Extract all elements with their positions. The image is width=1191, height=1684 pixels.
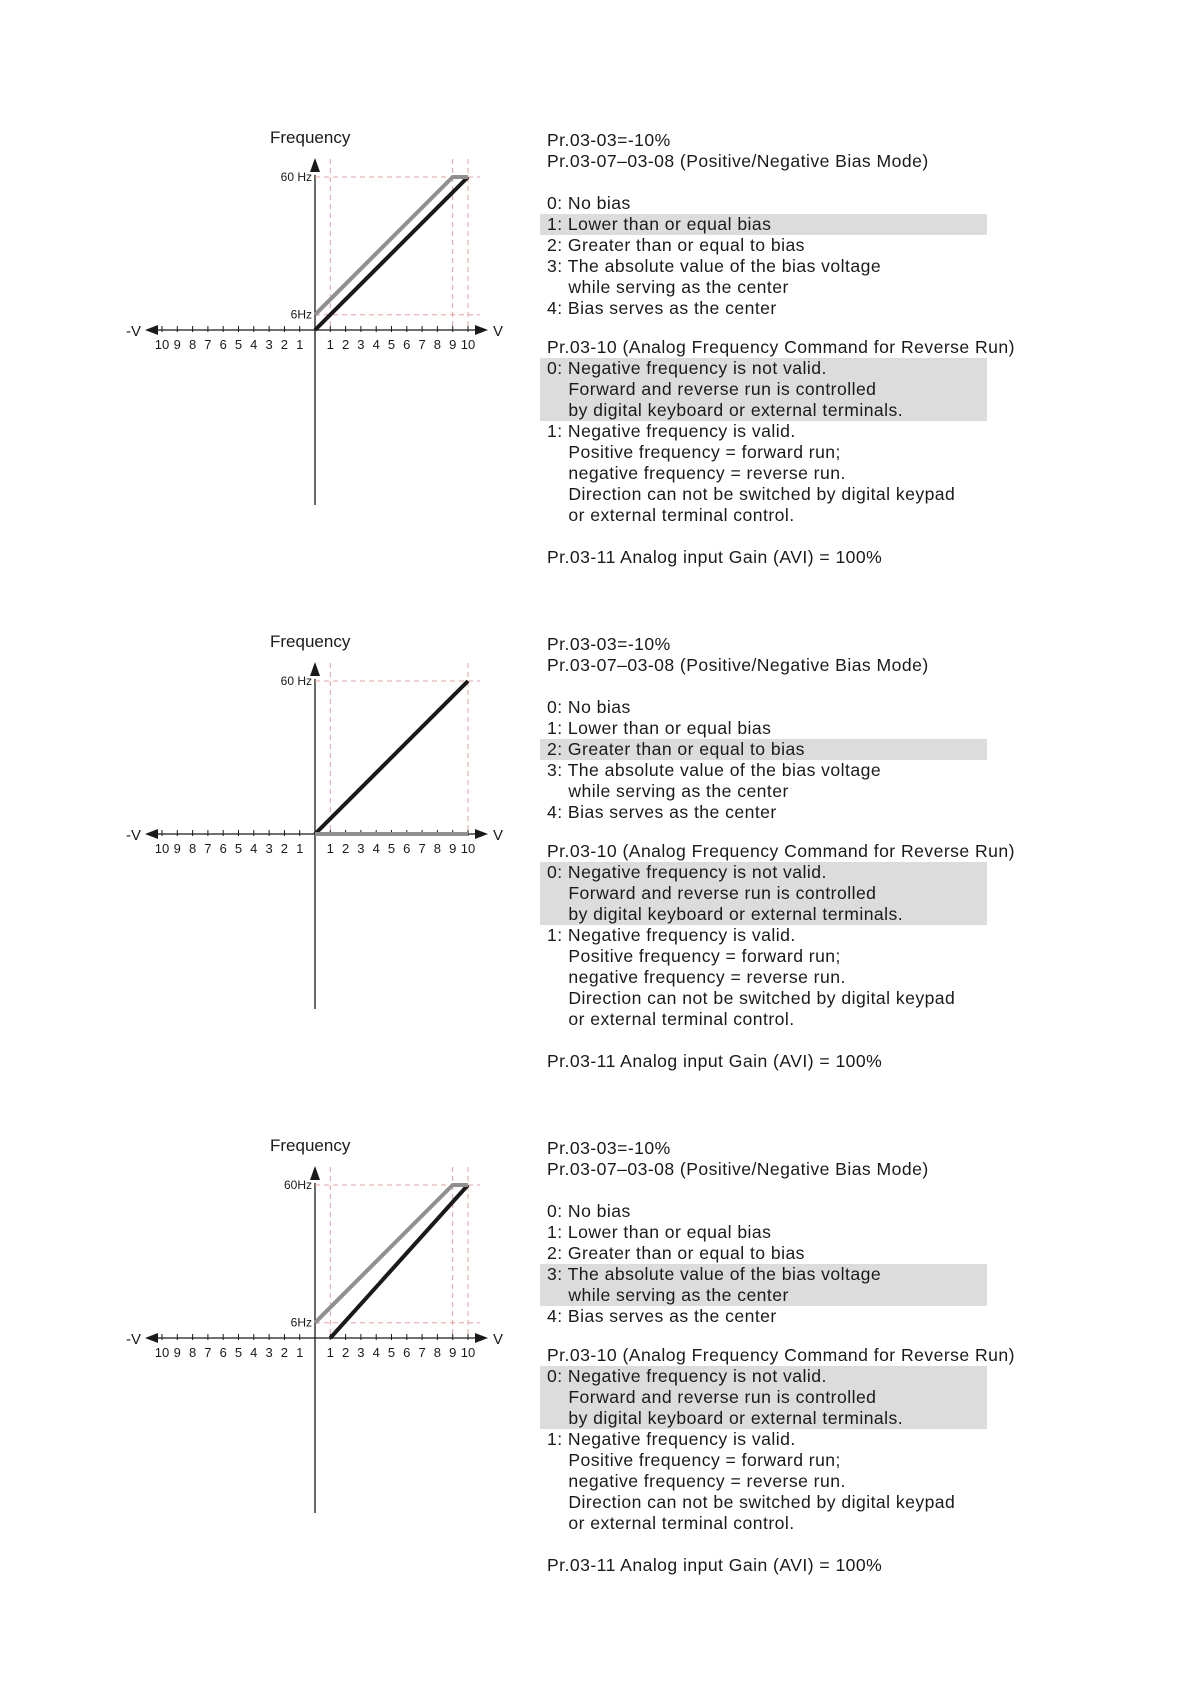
x-tick-label-pos-2: 2 xyxy=(341,1345,350,1360)
x-tick-label-neg-9: 9 xyxy=(173,337,181,352)
panel-2 xyxy=(0,634,1191,1134)
text-column-1 xyxy=(547,130,1077,568)
reverse-option-1: 1: Negative frequency is valid. Positive frequency = forward run; negative frequency = reverse run. Direction can not be switched by digital keypad or external terminal control. xyxy=(547,421,956,525)
bias-option-0: 0: No bias xyxy=(547,1201,631,1221)
x-tick-label-neg-2: 2 xyxy=(280,337,289,352)
gain-text: Pr.03-11 Analog input Gain (AVI) = 100% xyxy=(547,547,883,567)
x-tick-label-pos-3: 3 xyxy=(357,841,365,856)
x-tick-label-pos-5: 5 xyxy=(387,337,396,352)
reverse-title: Pr.03-10 (Analog Frequency Command for Reverse Run) xyxy=(547,337,1015,357)
x-tick-label-neg-8: 8 xyxy=(188,337,197,352)
chart-3 xyxy=(126,1136,550,1558)
bias-option-2: 2: Greater than or equal to bias xyxy=(547,1243,805,1263)
x-tick-label-neg-10: 10 xyxy=(154,841,170,856)
bias-option-3: 3: The absolute value of the bias voltage while serving as the center xyxy=(547,760,882,801)
x-tick-label-neg-4: 4 xyxy=(250,1345,258,1360)
x-tick-label-neg-5: 5 xyxy=(234,337,243,352)
x-tick-label-neg-5: 5 xyxy=(234,1345,243,1360)
y-axis-label: Frequency xyxy=(270,1136,351,1155)
x-tick-label-pos-3: 3 xyxy=(357,1345,365,1360)
series-gray-line xyxy=(315,1185,468,1323)
x-tick-label-neg-1: 1 xyxy=(296,841,304,856)
panel-3 xyxy=(0,1138,1191,1638)
gain-text: Pr.03-11 Analog input Gain (AVI) = 100% xyxy=(547,1051,883,1071)
x-tick-label-pos-6: 6 xyxy=(403,337,411,352)
bias-option-3: 3: The absolute value of the bias voltage while serving as the center xyxy=(547,256,882,297)
y-axis-label: Frequency xyxy=(270,632,351,651)
x-tick-label-neg-2: 2 xyxy=(280,1345,289,1360)
bias-option-3: 3: The absolute value of the bias voltage while serving as the center xyxy=(540,1264,987,1306)
bias-option-4: 4: Bias serves as the center xyxy=(547,298,777,318)
text-column-2 xyxy=(547,634,1077,1072)
x-axis-label: V xyxy=(493,827,504,844)
x-tick-label-neg-5: 5 xyxy=(234,841,243,856)
x-tick-label-pos-9: 9 xyxy=(449,841,457,856)
x-tick-label-neg-3: 3 xyxy=(265,1345,273,1360)
reverse-option-1: 1: Negative frequency is valid. Positive frequency = forward run; negative frequency = reverse run. Direction can not be switched by digital keypad or external terminal control. xyxy=(547,1429,956,1533)
bias-option-2: 2: Greater than or equal to bias xyxy=(547,235,805,255)
reverse-title: Pr.03-10 (Analog Frequency Command for Reverse Run) xyxy=(547,841,1015,861)
bias-option-4: 4: Bias serves as the center xyxy=(547,1306,777,1326)
y-label-1: 6Hz xyxy=(290,307,312,322)
x-tick-label-neg-10: 10 xyxy=(154,1345,170,1360)
x-tick-label-pos-1: 1 xyxy=(326,841,334,856)
x-tick-label-neg-4: 4 xyxy=(250,337,258,352)
x-axis-arrow-right xyxy=(475,325,488,335)
x-tick-label-pos-1: 1 xyxy=(326,1345,334,1360)
bias-option-0: 0: No bias xyxy=(547,193,631,213)
bias-mode-title: Pr.03-07–03-08 (Positive/Negative Bias Mode) xyxy=(547,655,929,675)
x-tick-label-neg-9: 9 xyxy=(173,841,181,856)
x-tick-label-pos-8: 8 xyxy=(433,841,442,856)
x-tick-label-pos-9: 9 xyxy=(449,337,457,352)
x-tick-label-neg-8: 8 xyxy=(188,1345,197,1360)
x-axis-label: V xyxy=(493,323,504,340)
chart-2 xyxy=(126,632,550,1054)
x-tick-label-pos-5: 5 xyxy=(387,1345,396,1360)
x-tick-label-neg-1: 1 xyxy=(296,337,304,352)
x-tick-label-neg-6: 6 xyxy=(219,337,227,352)
x-tick-label-neg-2: 2 xyxy=(280,841,289,856)
y-label-1: 6Hz xyxy=(290,1315,312,1330)
x-tick-label-neg-3: 3 xyxy=(265,337,273,352)
reverse-option-0: 0: Negative frequency is not valid. Forward and reverse run is controlled by digital keyboard or external terminals. xyxy=(540,862,987,925)
series-black-line xyxy=(330,1185,468,1338)
x-tick-label-neg-7: 7 xyxy=(204,1345,212,1360)
x-tick-label-pos-4: 4 xyxy=(372,1345,380,1360)
reverse-option-0: 0: Negative frequency is not valid. Forward and reverse run is controlled by digital keyboard or external terminals. xyxy=(540,358,987,421)
bias-option-4: 4: Bias serves as the center xyxy=(547,802,777,822)
x-tick-label-neg-4: 4 xyxy=(250,841,258,856)
x-tick-label-neg-1: 1 xyxy=(296,1345,304,1360)
x-tick-label-neg-3: 3 xyxy=(265,841,273,856)
x-tick-label-neg-10: 10 xyxy=(154,337,170,352)
bias-value: Pr.03-03=-10% xyxy=(547,634,671,654)
reverse-title: Pr.03-10 (Analog Frequency Command for Reverse Run) xyxy=(547,1345,1015,1365)
x-tick-label-neg-9: 9 xyxy=(173,1345,181,1360)
panel-1 xyxy=(0,130,1191,630)
series-black-line xyxy=(315,681,468,834)
x-tick-label-pos-8: 8 xyxy=(433,337,442,352)
y-label-0: 60Hz xyxy=(283,1178,312,1192)
y-axis-label: Frequency xyxy=(270,128,351,147)
x-tick-label-pos-2: 2 xyxy=(341,337,350,352)
reverse-option-1: 1: Negative frequency is valid. Positive frequency = forward run; negative frequency = reverse run. Direction can not be switched by digital keypad or external terminal control. xyxy=(547,925,956,1029)
y-label-0: 60 Hz xyxy=(280,170,312,184)
bias-option-1: 1: Lower than or equal bias xyxy=(547,718,772,738)
bias-option-2: 2: Greater than or equal to bias xyxy=(540,739,987,760)
chart-1 xyxy=(126,128,550,550)
x-axis-label-negative: -V xyxy=(126,323,141,340)
x-axis-arrow-left xyxy=(145,829,158,839)
x-tick-label-pos-4: 4 xyxy=(372,841,380,856)
gain-text: Pr.03-11 Analog input Gain (AVI) = 100% xyxy=(547,1555,883,1575)
x-tick-label-pos-10: 10 xyxy=(460,1345,476,1360)
x-axis-arrow-right xyxy=(475,829,488,839)
bias-value: Pr.03-03=-10% xyxy=(547,130,671,150)
x-tick-label-neg-6: 6 xyxy=(219,841,227,856)
bias-option-1: 1: Lower than or equal bias xyxy=(547,1222,772,1242)
x-axis-arrow-left xyxy=(145,325,158,335)
x-tick-label-pos-10: 10 xyxy=(460,841,476,856)
x-tick-label-pos-7: 7 xyxy=(418,337,426,352)
x-tick-label-neg-6: 6 xyxy=(219,1345,227,1360)
x-tick-label-pos-2: 2 xyxy=(341,841,350,856)
bias-mode-title: Pr.03-07–03-08 (Positive/Negative Bias Mode) xyxy=(547,1159,929,1179)
y-label-0: 60 Hz xyxy=(280,674,312,688)
x-tick-label-pos-5: 5 xyxy=(387,841,396,856)
x-axis-label-negative: -V xyxy=(126,827,141,844)
x-tick-label-pos-7: 7 xyxy=(418,841,426,856)
bias-mode-title: Pr.03-07–03-08 (Positive/Negative Bias Mode) xyxy=(547,151,929,171)
reverse-option-0: 0: Negative frequency is not valid. Forward and reverse run is controlled by digital keyboard or external terminals. xyxy=(540,1366,987,1429)
x-tick-label-pos-4: 4 xyxy=(372,337,380,352)
bias-option-1: 1: Lower than or equal bias xyxy=(540,214,987,235)
x-axis-label-negative: -V xyxy=(126,1331,141,1348)
x-tick-label-pos-10: 10 xyxy=(460,337,476,352)
x-tick-label-pos-8: 8 xyxy=(433,1345,442,1360)
x-axis-arrow-left xyxy=(145,1333,158,1343)
text-column-3 xyxy=(547,1138,1077,1576)
x-tick-label-neg-7: 7 xyxy=(204,841,212,856)
x-axis-arrow-right xyxy=(475,1333,488,1343)
x-tick-label-pos-6: 6 xyxy=(403,841,411,856)
bias-value: Pr.03-03=-10% xyxy=(547,1138,671,1158)
series-black-line xyxy=(315,177,468,330)
x-tick-label-pos-1: 1 xyxy=(326,337,334,352)
x-tick-label-neg-7: 7 xyxy=(204,337,212,352)
x-tick-label-neg-8: 8 xyxy=(188,841,197,856)
x-tick-label-pos-3: 3 xyxy=(357,337,365,352)
bias-option-0: 0: No bias xyxy=(547,697,631,717)
x-tick-label-pos-9: 9 xyxy=(449,1345,457,1360)
x-tick-label-pos-6: 6 xyxy=(403,1345,411,1360)
x-tick-label-pos-7: 7 xyxy=(418,1345,426,1360)
x-axis-label: V xyxy=(493,1331,504,1348)
